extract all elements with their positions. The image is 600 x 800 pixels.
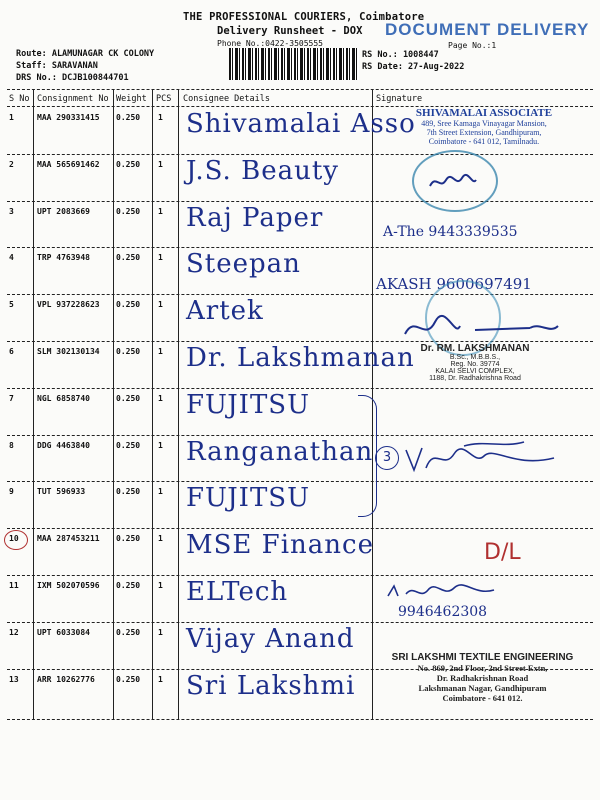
row-sno: 7 <box>9 393 14 403</box>
signature-5-icon <box>400 312 560 346</box>
stamp-line: SHIVAMALAI ASSOCIATE <box>415 107 553 119</box>
row-weight: 0.250 <box>116 534 141 544</box>
row-consignment-no: ARR 10262776 <box>37 674 95 684</box>
signature-11-phone: 9946462308 <box>398 604 488 620</box>
row-consignment-no: DDG 4463840 <box>37 440 90 450</box>
row-weight: 0.250 <box>116 253 141 263</box>
stamp-line: Lakshmanan Nagar, Gandhipuram <box>418 683 547 693</box>
row-consignee: Vijay Anand <box>186 623 355 654</box>
signature-3: A-The 9443339535 <box>383 224 518 240</box>
row-consignee: Dr. Lakshmanan <box>186 343 415 373</box>
drs-number: DRS No.: DCJB100844701 <box>16 73 129 83</box>
row-pcs: 1 <box>158 347 163 356</box>
stamp-line: 489, Sree Kamaga Vinayagar Mansion, <box>421 119 547 128</box>
row-pcs: 1 <box>158 487 163 497</box>
row-consignment-no: VPL 937228623 <box>37 300 100 310</box>
row-consignee: Steepan <box>186 249 301 280</box>
staff-label: Staff: SARAVANAN <box>16 61 98 71</box>
row-consignment-no: UPT 2083669 <box>37 206 90 216</box>
row-consignee: J.S. Beauty <box>186 155 339 186</box>
row-consignment-no: MAA 290331415 <box>37 113 100 122</box>
row-weight: 0.250 <box>116 487 141 497</box>
row-pcs: 1 <box>158 440 163 450</box>
row-consignment-no: TUT 596933 <box>37 487 86 497</box>
row-consignee: Ranganathan <box>186 436 374 467</box>
signature-4: AKASH 9600697491 <box>376 275 532 293</box>
route-label: Route: ALAMUNAGAR CK COLONY <box>16 49 155 59</box>
stamp-line: 7th Street Extension, Gandhipuram, <box>426 128 542 137</box>
row-divider <box>7 528 593 529</box>
col-header-pcs: PCS <box>156 94 172 104</box>
table-top-rule <box>7 89 593 90</box>
row-consignee: FUJITSU <box>186 389 311 420</box>
shivamalai-stamp <box>384 107 584 146</box>
row-consignee: Sri Lakshmi <box>186 670 356 701</box>
row-consignee: ELTech <box>186 577 289 607</box>
row-sno: 12 <box>9 627 19 637</box>
row-pcs: 1 <box>158 206 163 216</box>
row-sno: 13 <box>9 674 19 684</box>
row-pcs: 1 <box>158 300 163 310</box>
row-consignee: Artek <box>186 296 264 327</box>
row-divider <box>7 154 593 155</box>
barcode-image <box>229 48 359 80</box>
document-delivery-stamp: DOCUMENT DELIVERY <box>385 20 590 39</box>
row-sno: 3 <box>9 206 14 216</box>
stamp-line: SRI LAKSHMI TEXTILE ENGINEERING <box>391 652 574 663</box>
row-sno: 1 <box>9 113 14 122</box>
row-divider <box>7 622 593 623</box>
row-consignment-no: MAA 565691462 <box>37 159 100 169</box>
row-pcs: 1 <box>158 534 163 544</box>
row-weight: 0.250 <box>116 393 141 403</box>
row-consignee: MSE Finance <box>186 530 374 561</box>
row-weight: 0.250 <box>116 113 141 122</box>
row-consignment-no: MAA 287453211 <box>37 534 100 544</box>
row-weight: 0.250 <box>116 300 141 310</box>
delivered-later-mark: D/L <box>484 540 521 565</box>
row-divider <box>7 575 593 576</box>
row-divider <box>7 435 593 436</box>
rs-number: RS No.: 1008447 <box>362 50 439 60</box>
row-pcs: 1 <box>158 581 163 590</box>
col-divider <box>152 89 153 719</box>
row-sno: 2 <box>9 159 14 169</box>
row-divider <box>7 201 593 202</box>
stamp-line: Coimbatore - 641 012. <box>442 693 523 703</box>
row-sno: 10 <box>9 534 19 544</box>
dr-lakshmanan-stamp <box>385 343 565 382</box>
row-weight: 0.250 <box>116 206 141 216</box>
row-sno: 6 <box>9 347 14 356</box>
row-sno: 11 <box>9 581 19 590</box>
signature-2-icon <box>428 172 478 196</box>
row-weight: 0.250 <box>116 347 141 356</box>
col-header-weight: Weight <box>116 94 147 104</box>
stamp-line: 1188, Dr. Radhakrishna Road <box>429 375 521 382</box>
stamp-line: B.Sc., M.B.B.S., <box>449 354 501 361</box>
circled-count: 3 <box>375 446 399 470</box>
stamp-line: Coimbatore - 641 012, Tamilnadu. <box>428 137 540 146</box>
row-consignee: Shivamalai Asso <box>186 109 416 139</box>
red-circle-mark <box>4 530 28 550</box>
row-pcs: 1 <box>158 159 163 169</box>
signature-8-icon <box>404 440 564 484</box>
col-header-consignee: Consignee Details <box>183 94 270 104</box>
row-pcs: 1 <box>158 393 163 403</box>
row-pcs: 1 <box>158 253 163 263</box>
phone-number: Phone No.:0422-3505555 <box>217 39 323 48</box>
row-consignment-no: NGL 6858740 <box>37 393 90 403</box>
row-weight: 0.250 <box>116 627 141 637</box>
stamp-line: Dr. RM. LAKSHMANAN <box>420 343 530 354</box>
runsheet-title: THE PROFESSIONAL COURIERS, Coimbatore <box>183 11 425 23</box>
stamp-line: Reg. No. 39774 <box>450 361 500 368</box>
stamp-line: Dr. Radhakrishnan Road <box>436 673 529 683</box>
row-weight: 0.250 <box>116 674 141 684</box>
rs-date: RS Date: 27-Aug-2022 <box>362 62 465 72</box>
row-divider <box>7 388 593 389</box>
row-weight: 0.250 <box>116 440 141 450</box>
row-divider <box>7 247 593 248</box>
col-header-signature: Signature <box>376 94 423 104</box>
stamp-line: No. 869, 2nd Floor, 2nd Street Extn, <box>417 663 548 673</box>
row-consignment-no: TRP 4763948 <box>37 253 90 263</box>
runsheet-subtitle: Delivery Runsheet - DOX <box>217 25 363 37</box>
row-sno: 9 <box>9 487 14 497</box>
row-weight: 0.250 <box>116 581 141 590</box>
stamp-line: KALAI SELVI COMPLEX, <box>435 368 515 375</box>
row-consignee: Raj Paper <box>186 202 324 233</box>
row-pcs: 1 <box>158 627 163 637</box>
table-bottom-rule <box>7 719 593 720</box>
col-header-sno: S No <box>9 94 30 104</box>
sri-lakshmi-stamp <box>385 652 580 703</box>
row-consignee: FUJITSU <box>186 483 311 514</box>
row-pcs: 1 <box>158 674 163 684</box>
row-sno: 5 <box>9 300 14 310</box>
row-sno: 4 <box>9 253 14 263</box>
row-sno: 8 <box>9 440 14 450</box>
row-consignment-no: UPT 6033084 <box>37 627 90 637</box>
col-divider <box>178 89 179 719</box>
col-divider <box>33 89 34 719</box>
row-pcs: 1 <box>158 113 163 122</box>
row-weight: 0.250 <box>116 159 141 169</box>
page-number: Page No.:1 <box>448 41 497 50</box>
row-divider <box>7 294 593 295</box>
row-consignment-no: IXM 502070596 <box>37 581 100 590</box>
col-header-consignment: Consignment No <box>37 94 109 104</box>
col-divider <box>113 89 114 719</box>
row-consignment-no: SLM 302130134 <box>37 347 100 356</box>
